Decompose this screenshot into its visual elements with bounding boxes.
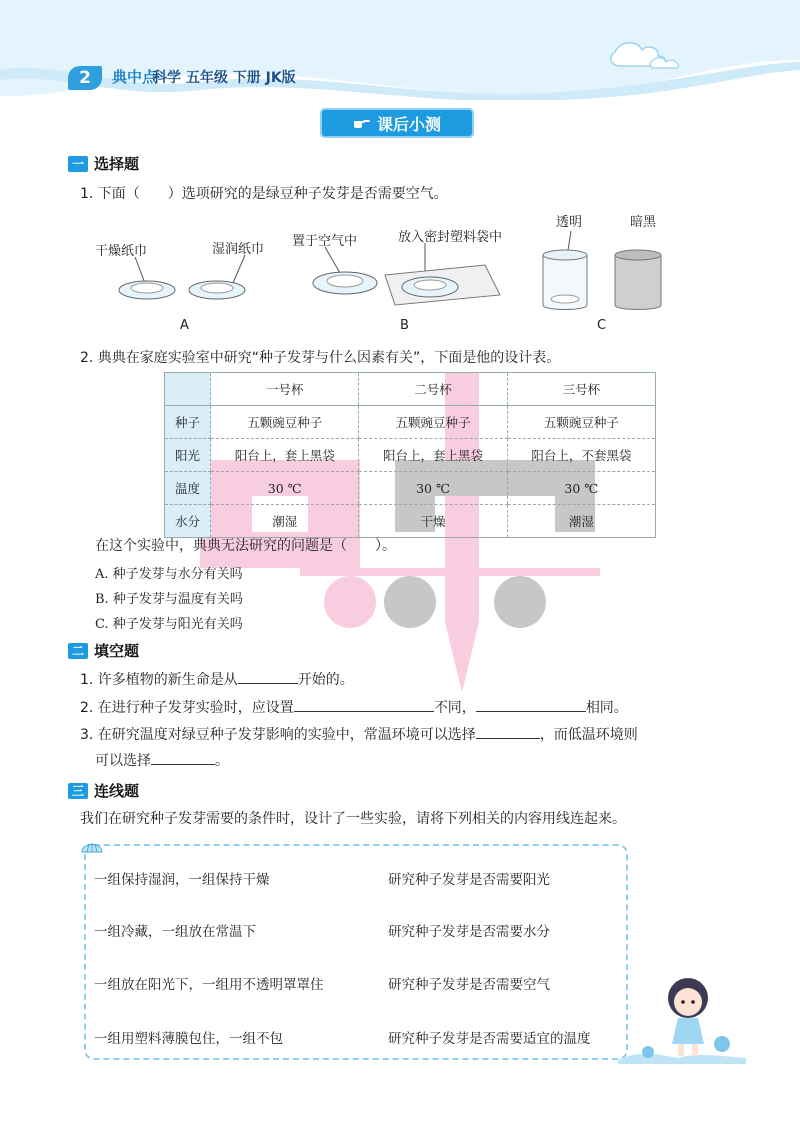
table-row-head: 阳光 [165, 439, 211, 472]
table-row [165, 406, 656, 439]
q1-option-a: A [180, 318, 189, 333]
fill-q2-part-b: 不同， [433, 700, 476, 716]
table-cell: 阳台上，套上黑袋 [211, 439, 359, 472]
q1-option-b: B [400, 318, 409, 333]
table-header-row [165, 373, 656, 406]
match-right-3[interactable]: 研究种子发芽是否需要空气 [388, 977, 550, 993]
q1-option-c: C [597, 318, 607, 333]
fill-q3-blank-1[interactable] [476, 724, 540, 739]
fill-q2-part-c: 相同。 [585, 700, 628, 716]
table-cell: 干燥 [359, 505, 507, 538]
q2-option-c: C. 种子发芽与阳光有关吗 [95, 617, 243, 632]
section3-number: 三 [68, 783, 88, 799]
q2-option-b: B. 种子发芽与温度有关吗 [95, 592, 243, 607]
table-cell: 五颗豌豆种子 [359, 406, 507, 439]
table-row [165, 439, 656, 472]
match-left-4[interactable]: 一组用塑料薄膜包住，一组不包 [94, 1031, 283, 1047]
table-col-header: 二号杯 [359, 373, 507, 406]
fill-q2-part-a: 2. 在进行种子发芽实验时，应设置 [80, 700, 294, 716]
page-number: 2 [68, 66, 102, 90]
fill-q2-blank-2[interactable] [476, 697, 586, 712]
section-banner [322, 110, 472, 136]
label-wet-towel: 湿润纸巾 [212, 242, 265, 257]
fill-q1-part-a: 1. 许多植物的新生命是从 [80, 672, 238, 688]
table-cell: 30 ℃ [359, 472, 507, 505]
table-cell: 潮湿 [507, 505, 655, 538]
q2-option-a: A. 种子发芽与水分有关吗 [95, 567, 243, 582]
table-col-header: 三号杯 [507, 373, 655, 406]
table-corner [165, 373, 211, 406]
section2-heading [68, 640, 139, 661]
label-dry-towel: 干燥纸巾 [95, 244, 148, 259]
fill-q3-blank-2[interactable] [151, 750, 215, 765]
fill-q2-blank-1[interactable] [294, 697, 434, 712]
match-right-1[interactable]: 研究种子发芽是否需要阳光 [388, 872, 550, 888]
match-right-2[interactable]: 研究种子发芽是否需要水分 [388, 924, 550, 940]
section2-number: 二 [68, 643, 88, 659]
table-cell: 五颗豌豆种子 [507, 406, 655, 439]
table-row-head: 温度 [165, 472, 211, 505]
fill-q3-part-b: ，而低温环境则 [539, 727, 638, 743]
section1-number: 一 [68, 156, 88, 172]
fill-q3-part-c: 可以选择 [95, 753, 151, 769]
design-table [164, 372, 656, 538]
q2-question: 在这个实验中，典典无法研究的问题是（ ）。 [95, 538, 396, 554]
section1-title: 选择题 [94, 155, 140, 173]
table-row-head: 种子 [165, 406, 211, 439]
label-sealed-bag: 放入密封塑料袋中 [398, 230, 503, 245]
fill-q3-cont [95, 750, 229, 770]
fill-q1-blank[interactable] [238, 669, 298, 684]
table-row-head: 水分 [165, 505, 211, 538]
label-in-air: 置于空气中 [292, 234, 358, 249]
section3-title: 连线题 [94, 782, 140, 800]
section1-heading [68, 153, 139, 174]
section3-heading [68, 780, 139, 801]
fill-q2 [80, 697, 628, 717]
match-left-3[interactable]: 一组放在阳光下，一组用不透明罩罩住 [94, 977, 324, 993]
match-right-4[interactable]: 研究种子发芽是否需要适宜的温度 [388, 1031, 591, 1047]
series-logo: 典中点 [112, 68, 158, 86]
girl-character-illustration [618, 972, 748, 1064]
table-cell: 五颗豌豆种子 [211, 406, 359, 439]
match-left-2[interactable]: 一组冷藏，一组放在常温下 [94, 924, 256, 940]
book-title: 科学 五年级 下册 JK版 [153, 70, 296, 86]
table-col-header: 一号杯 [211, 373, 359, 406]
fill-q3 [80, 724, 638, 744]
matching-intro: 我们在研究种子发芽需要的条件时，设计了一些实验，请将下列相关的内容用线连起来。 [80, 811, 626, 827]
section2-title: 填空题 [94, 642, 140, 660]
fill-q3-part-d: 。 [215, 753, 229, 769]
shell-icon [80, 836, 104, 854]
pointing-hand-icon [353, 117, 371, 129]
table-cell: 30 ℃ [507, 472, 655, 505]
table-row [165, 505, 656, 538]
label-dark: 暗黑 [630, 215, 657, 230]
table-cell: 阳台上，套上黑袋 [359, 439, 507, 472]
fill-q1-part-b: 开始的。 [297, 672, 354, 688]
label-transparent: 透明 [556, 215, 583, 230]
table-cell: 阳台上，不套黑袋 [507, 439, 655, 472]
q1-illustration [95, 225, 685, 315]
table-row [165, 472, 656, 505]
q2-text: 2. 典典在家庭实验室中研究“种子发芽与什么因素有关”，下面是他的设计表。 [80, 350, 561, 366]
section-banner-label: 课后小测 [376, 114, 441, 134]
table-cell: 30 ℃ [211, 472, 359, 505]
match-left-1[interactable]: 一组保持湿润，一组保持干燥 [94, 872, 270, 888]
table-cell: 潮湿 [211, 505, 359, 538]
q1-text: 1. 下面（ ）选项研究的是绿豆种子发芽是否需要空气。 [80, 186, 448, 202]
fill-q1 [80, 669, 354, 689]
fill-q3-part-a: 3. 在研究温度对绿豆种子发芽影响的实验中，常温环境可以选择 [80, 727, 476, 743]
